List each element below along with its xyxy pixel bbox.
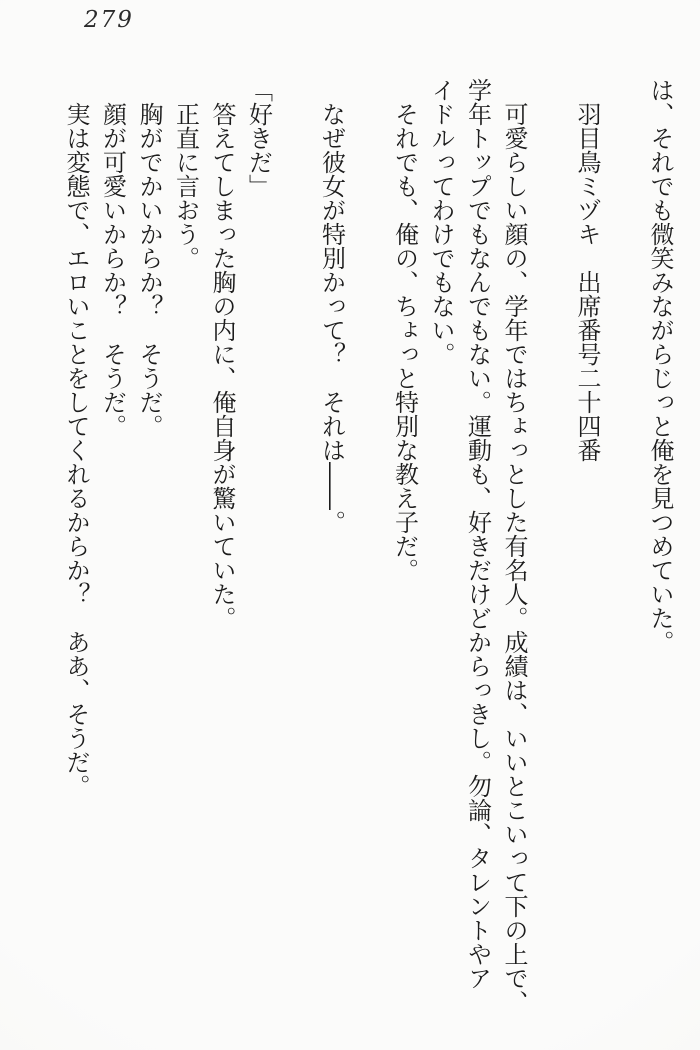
text-column: 胸がでかいからか？ そうだ。 <box>135 102 163 438</box>
text-column: イドルってわけでもない。 <box>427 78 455 366</box>
text-column: は、それでも微笑みながらじっと俺を見つめていた。 <box>646 78 674 654</box>
vertical-text-block <box>58 78 679 1014</box>
text-column: なぜ彼女が特別かって？ それは――。 <box>317 102 346 534</box>
text-column: それでも、俺の、ちょっと特別な教え子だ。 <box>390 102 419 582</box>
text-column: 学年トップでもなんでもない。運動も、好きだけどからっきし。勿論、タレントやア <box>463 78 492 990</box>
text-column: 実は変態で、エロいことをしてくれるからか？ ああ、そうだ。 <box>62 102 90 798</box>
text-column: 答えてしまった胸の内に、俺自身が驚いていた。 <box>208 102 236 630</box>
text-column: 羽目鳥ミヅキ 出席番号二十四番 <box>573 102 601 462</box>
text-column: 可愛らしい顔の、学年ではちょっとした有名人。成績は、いいとこいって下の上で、 <box>500 102 528 1014</box>
text-column: 「好きだ」 <box>244 78 273 198</box>
text-column: 顔が可愛いからか？ そうだ。 <box>98 102 127 438</box>
text-column: 正直に言おう。 <box>171 102 200 270</box>
page-number: 279 <box>84 7 134 33</box>
